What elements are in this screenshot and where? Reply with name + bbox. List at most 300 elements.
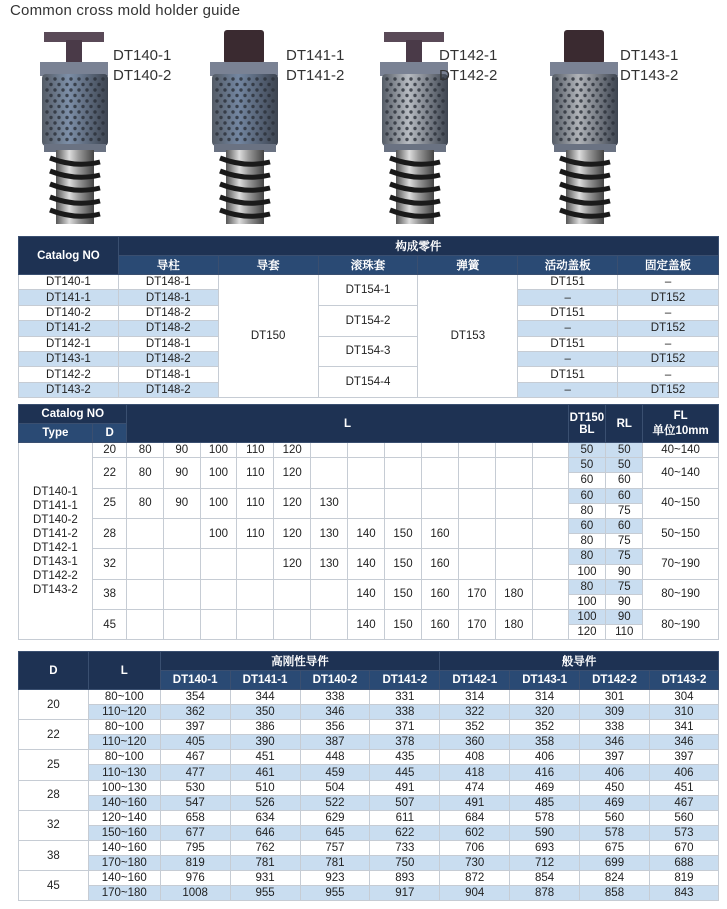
load-cell: 338 (370, 705, 440, 720)
load-cell: 670 (649, 840, 718, 855)
type-item: DT143-2 (33, 584, 78, 597)
l-cell: 120 (274, 458, 311, 488)
load-cell: 450 (580, 780, 650, 795)
l-cell (163, 518, 200, 548)
guide-post-cell: DT148-1 (118, 336, 218, 351)
page-title: Common cross mold holder guide (10, 2, 241, 19)
d-cell: 45 (19, 871, 89, 901)
load-cell: 344 (230, 690, 300, 705)
d-header: D (92, 424, 127, 443)
load-cell: 843 (649, 886, 718, 901)
product-label (439, 46, 497, 86)
fl-cell: 40~140 (643, 443, 719, 458)
product-code-2: DT140-2 (113, 67, 172, 84)
table-row (19, 549, 719, 564)
type-cell (19, 443, 93, 640)
load-cell: 622 (370, 825, 440, 840)
type-item: DT142-1 (33, 542, 78, 555)
rl-cell: 110 (606, 625, 643, 640)
l-cell: 150 (385, 549, 422, 579)
l-cell: 110 (237, 488, 274, 518)
load-cell: 397 (160, 720, 230, 735)
l-cell: 110~120 (88, 705, 160, 720)
model-column-header: DT142-2 (580, 671, 650, 690)
load-table (18, 651, 719, 901)
l-cell (495, 549, 532, 579)
load-cell: 358 (510, 735, 580, 750)
load-cell: 504 (300, 780, 370, 795)
load-cell: 405 (160, 735, 230, 750)
l-cell: 110 (237, 518, 274, 548)
component-column-header: 固定盖板 (618, 256, 719, 275)
load-cell: 397 (580, 750, 650, 765)
table-row (19, 856, 719, 871)
load-cell: 923 (300, 871, 370, 886)
load-cell: 338 (580, 720, 650, 735)
l-cell: 170~180 (88, 886, 160, 901)
rl-cell: 90 (606, 610, 643, 625)
product-label (113, 46, 171, 86)
l-cell: 90 (163, 443, 200, 458)
fixed-plate-cell: DT152 (618, 321, 719, 336)
l-cell (421, 443, 458, 458)
bl-header-line1: DT150 (569, 411, 605, 424)
d-cell: 32 (19, 810, 89, 840)
l-cell: 90 (163, 458, 200, 488)
l-cell (458, 488, 495, 518)
l-cell (532, 488, 568, 518)
catalog-cell: DT142-1 (19, 336, 119, 351)
type-item: DT140-2 (33, 514, 78, 527)
bl-cell: 60 (568, 518, 606, 533)
l-cell: 170 (458, 610, 495, 640)
l-cell (200, 610, 237, 640)
l-cell (274, 579, 311, 609)
load-cell: 397 (649, 750, 718, 765)
rl-cell: 75 (606, 503, 643, 518)
l-cell: 160 (421, 518, 458, 548)
l-cell (127, 610, 164, 640)
moving-plate-cell: DT151 (518, 305, 618, 320)
l-cell (421, 488, 458, 518)
catalog-no-header: Catalog NO (19, 237, 119, 275)
model-column-header: DT143-1 (510, 671, 580, 690)
load-cell: 781 (300, 856, 370, 871)
load-cell: 356 (300, 720, 370, 735)
moving-plate-cell: – (518, 290, 618, 305)
model-column-header: DT140-1 (160, 671, 230, 690)
l-cell: 130 (311, 549, 348, 579)
load-cell: 309 (580, 705, 650, 720)
bl-cell: 80 (568, 549, 606, 564)
load-cell: 469 (580, 795, 650, 810)
l-cell (458, 458, 495, 488)
fl-cell: 80~190 (643, 579, 719, 609)
l-cell (348, 458, 385, 488)
catalog-cell: DT142-2 (19, 367, 119, 382)
load-cell: 331 (370, 690, 440, 705)
load-cell: 645 (300, 825, 370, 840)
load-cell: 547 (160, 795, 230, 810)
guide-post-image (540, 26, 630, 226)
l-cell: 140~160 (88, 795, 160, 810)
load-cell: 684 (440, 810, 510, 825)
l-cell (163, 549, 200, 579)
moving-plate-cell: DT151 (518, 367, 618, 382)
l-cell (458, 549, 495, 579)
load-cell: 955 (300, 886, 370, 901)
l-cell (237, 610, 274, 640)
load-cell: 371 (370, 720, 440, 735)
rl-cell: 60 (606, 488, 643, 503)
table-row (19, 690, 719, 705)
d-cell: 25 (19, 750, 89, 780)
l-cell (385, 458, 422, 488)
component-column-header: 导柱 (118, 256, 218, 275)
load-cell: 386 (230, 720, 300, 735)
d-cell: 22 (92, 458, 127, 488)
load-cell: 387 (300, 735, 370, 750)
l-cell: 130 (311, 488, 348, 518)
moving-plate-cell: – (518, 321, 618, 336)
l-cell: 180 (495, 610, 532, 640)
fixed-plate-cell: DT152 (618, 382, 719, 397)
fixed-plate-cell: – (618, 305, 719, 320)
fl-cell: 40~140 (643, 458, 719, 488)
load-cell: 573 (649, 825, 718, 840)
l-cell: 100~130 (88, 780, 160, 795)
l-cell (311, 458, 348, 488)
d-cell: 32 (92, 549, 127, 579)
rl-cell: 50 (606, 458, 643, 473)
moving-plate-cell: – (518, 351, 618, 366)
l-cell (495, 488, 532, 518)
guide-post-image (200, 26, 290, 226)
components-table (18, 236, 719, 398)
l-cell: 120 (274, 518, 311, 548)
load-cell: 338 (300, 690, 370, 705)
table-row (19, 275, 719, 290)
load-cell: 699 (580, 856, 650, 871)
load-cell: 346 (649, 735, 718, 750)
load-cell: 461 (230, 765, 300, 780)
load-cell: 522 (300, 795, 370, 810)
guide-post-cell: DT148-1 (118, 290, 218, 305)
l-cell (458, 443, 495, 458)
table-row (19, 795, 719, 810)
load-cell: 526 (230, 795, 300, 810)
load-cell: 646 (230, 825, 300, 840)
load-cell: 578 (580, 825, 650, 840)
catalog-no-header: Catalog NO (19, 405, 127, 424)
l-cell (532, 458, 568, 488)
product-code-1: DT140-1 (113, 47, 172, 64)
l-cell (385, 488, 422, 518)
model-column-header: DT142-1 (440, 671, 510, 690)
type-item: DT141-1 (33, 500, 78, 513)
load-cell: 346 (580, 735, 650, 750)
load-cell: 435 (370, 750, 440, 765)
table-row (19, 518, 719, 533)
l-cell: 160 (421, 610, 458, 640)
l-cell: 170 (458, 579, 495, 609)
table-row (19, 840, 719, 855)
load-cell: 931 (230, 871, 300, 886)
spring-cell: DT153 (418, 275, 518, 398)
l-cell: 80~100 (88, 750, 160, 765)
load-cell: 360 (440, 735, 510, 750)
l-cell: 140 (348, 579, 385, 609)
load-cell: 578 (510, 810, 580, 825)
bl-cell: 80 (568, 579, 606, 594)
load-cell: 445 (370, 765, 440, 780)
l-cell: 100 (200, 443, 237, 458)
fl-header-line2: 单位10mm (652, 424, 709, 437)
load-cell: 733 (370, 840, 440, 855)
component-column-header: 弹簧 (418, 256, 518, 275)
load-cell: 352 (440, 720, 510, 735)
l-cell: 100 (200, 518, 237, 548)
fl-cell: 40~150 (643, 488, 719, 518)
catalog-cell: DT141-2 (19, 321, 119, 336)
load-cell: 590 (510, 825, 580, 840)
l-cell (385, 443, 422, 458)
l-cell (532, 549, 568, 579)
d-cell: 28 (19, 780, 89, 810)
fixed-plate-cell: – (618, 336, 719, 351)
fixed-plate-cell: DT152 (618, 351, 719, 366)
l-header: L (127, 405, 568, 443)
bl-cell: 100 (568, 564, 606, 579)
rl-cell: 75 (606, 549, 643, 564)
l-cell (127, 518, 164, 548)
ball-cage-cell: DT154-4 (318, 367, 418, 398)
l-cell: 160 (421, 549, 458, 579)
load-cell: 406 (649, 765, 718, 780)
table-row (19, 750, 719, 765)
fl-cell: 80~190 (643, 610, 719, 640)
load-cell: 762 (230, 840, 300, 855)
bl-header-line2: BL (579, 423, 595, 436)
l-cell: 140 (348, 610, 385, 640)
l-cell (532, 579, 568, 609)
l-cell: 80~100 (88, 690, 160, 705)
l-cell: 140~160 (88, 871, 160, 886)
load-cell: 416 (510, 765, 580, 780)
load-cell: 510 (230, 780, 300, 795)
load-cell: 781 (230, 856, 300, 871)
l-cell (348, 488, 385, 518)
table-row (19, 825, 719, 840)
d-cell: 38 (92, 579, 127, 609)
component-column-header: 导套 (218, 256, 318, 275)
table-row (19, 780, 719, 795)
bl-cell: 50 (568, 443, 606, 458)
guide-post-cell: DT148-2 (118, 351, 218, 366)
table-row (19, 720, 719, 735)
catalog-cell: DT140-1 (19, 275, 119, 290)
product-code-1: DT142-1 (439, 47, 498, 64)
catalog-cell: DT140-2 (19, 305, 119, 320)
l-cell (237, 549, 274, 579)
load-cell: 448 (300, 750, 370, 765)
rl-cell: 90 (606, 594, 643, 609)
model-column-header: DT140-2 (300, 671, 370, 690)
product-code-2: DT142-2 (439, 67, 498, 84)
d-cell: 38 (19, 840, 89, 870)
rl-cell: 75 (606, 534, 643, 549)
fl-header (643, 405, 719, 443)
l-cell (163, 579, 200, 609)
rl-cell: 50 (606, 443, 643, 458)
load-cell: 346 (300, 705, 370, 720)
table-row (19, 735, 719, 750)
load-cell: 602 (440, 825, 510, 840)
ball-cage-cell: DT154-2 (318, 305, 418, 336)
d-cell: 22 (19, 720, 89, 750)
product-code-2: DT141-2 (286, 67, 345, 84)
d-cell: 20 (19, 690, 89, 720)
fixed-plate-cell: – (618, 367, 719, 382)
l-cell (311, 579, 348, 609)
l-cell: 120~140 (88, 810, 160, 825)
load-cell: 824 (580, 871, 650, 886)
fl-header-line1: FL (673, 409, 688, 422)
product-label (620, 46, 678, 86)
type-item: DT143-1 (33, 556, 78, 569)
table-row (19, 305, 719, 320)
fl-cell: 50~150 (643, 518, 719, 548)
load-cell: 878 (510, 886, 580, 901)
load-cell: 354 (160, 690, 230, 705)
l-cell: 180 (495, 579, 532, 609)
load-cell: 469 (510, 780, 580, 795)
table-row (19, 367, 719, 382)
l-cell (274, 610, 311, 640)
l-cell: 80~100 (88, 720, 160, 735)
d-cell: 20 (92, 443, 127, 458)
l-cell: 80 (127, 458, 164, 488)
guide-post-image (30, 26, 120, 226)
load-cell: 872 (440, 871, 510, 886)
load-cell: 917 (370, 886, 440, 901)
guide-post-cell: DT148-1 (118, 367, 218, 382)
component-column-header: 活动盖板 (518, 256, 618, 275)
l-cell: 150 (385, 518, 422, 548)
bl-cell: 80 (568, 503, 606, 518)
l-cell: 120 (274, 443, 311, 458)
load-cell: 341 (649, 720, 718, 735)
bl-cell: 100 (568, 610, 606, 625)
l-cell (200, 579, 237, 609)
load-cell: 976 (160, 871, 230, 886)
fixed-plate-cell: DT152 (618, 290, 719, 305)
model-column-header: DT141-2 (370, 671, 440, 690)
table-row (19, 705, 719, 720)
load-cell: 467 (649, 795, 718, 810)
load-cell: 560 (649, 810, 718, 825)
l-cell: 100 (200, 488, 237, 518)
table-row (19, 458, 719, 473)
component-column-header: 滚珠套 (318, 256, 418, 275)
load-cell: 675 (580, 840, 650, 855)
d-cell: 25 (92, 488, 127, 518)
load-cell: 320 (510, 705, 580, 720)
guide-post-cell: DT148-2 (118, 305, 218, 320)
moving-plate-cell: DT151 (518, 336, 618, 351)
l-cell (458, 518, 495, 548)
guide-post-cell: DT148-1 (118, 275, 218, 290)
load-cell: 491 (440, 795, 510, 810)
product-label (286, 46, 344, 86)
dimensions-table (18, 404, 719, 640)
product-code-2: DT143-2 (620, 67, 679, 84)
l-cell (200, 549, 237, 579)
l-cell: 120 (274, 549, 311, 579)
load-cell: 795 (160, 840, 230, 855)
load-cell: 418 (440, 765, 510, 780)
table-row (19, 765, 719, 780)
catalog-cell: DT143-1 (19, 351, 119, 366)
load-cell: 304 (649, 690, 718, 705)
bl-cell: 50 (568, 458, 606, 473)
load-cell: 314 (440, 690, 510, 705)
l-cell: 140 (348, 518, 385, 548)
guide-bush-cell: DT150 (218, 275, 318, 398)
load-cell: 854 (510, 871, 580, 886)
catalog-cell: DT143-2 (19, 382, 119, 397)
load-cell: 819 (160, 856, 230, 871)
rl-cell: 75 (606, 579, 643, 594)
load-cell: 477 (160, 765, 230, 780)
load-cell: 904 (440, 886, 510, 901)
fixed-plate-cell: – (618, 275, 719, 290)
type-item: DT141-2 (33, 528, 78, 541)
l-cell (237, 579, 274, 609)
load-cell: 362 (160, 705, 230, 720)
high-rigidity-header: 高刚性导件 (160, 652, 440, 671)
table-row (19, 488, 719, 503)
l-cell (311, 443, 348, 458)
load-cell: 706 (440, 840, 510, 855)
bl-header (568, 405, 606, 443)
load-cell: 560 (580, 810, 650, 825)
l-cell: 150~160 (88, 825, 160, 840)
load-cell: 693 (510, 840, 580, 855)
model-column-header: DT141-1 (230, 671, 300, 690)
load-cell: 485 (510, 795, 580, 810)
l-cell: 150 (385, 579, 422, 609)
type-item: DT140-1 (33, 486, 78, 499)
l-cell: 120 (274, 488, 311, 518)
load-cell: 301 (580, 690, 650, 705)
load-cell: 451 (230, 750, 300, 765)
rl-cell: 90 (606, 564, 643, 579)
l-cell (127, 579, 164, 609)
moving-plate-cell: DT151 (518, 275, 618, 290)
load-cell: 314 (510, 690, 580, 705)
load-cell: 750 (370, 856, 440, 871)
d-cell: 28 (92, 518, 127, 548)
load-cell: 688 (649, 856, 718, 871)
moving-plate-cell: – (518, 382, 618, 397)
bl-cell: 120 (568, 625, 606, 640)
l-cell (495, 458, 532, 488)
load-cell: 658 (160, 810, 230, 825)
l-cell: 170~180 (88, 856, 160, 871)
rl-header: RL (606, 405, 643, 443)
table-row (19, 579, 719, 594)
